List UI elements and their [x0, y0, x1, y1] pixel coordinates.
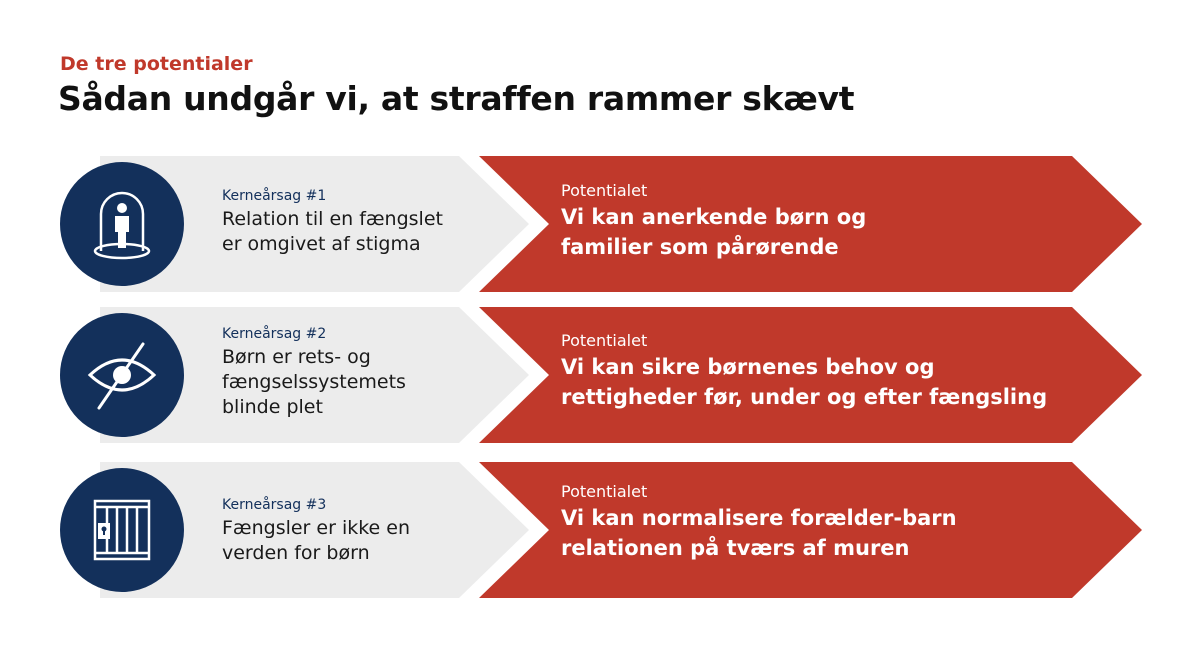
- eye-crossed-icon: [77, 330, 167, 420]
- potential-line: Vi kan sikre børnenes behov og: [561, 355, 935, 379]
- section-kicker: De tre potentialer: [60, 53, 253, 75]
- cause-line: Relation til en fængslet: [222, 208, 443, 230]
- cause-line: er omgivet af stigma: [222, 233, 421, 255]
- cause-line: blinde plet: [222, 396, 323, 418]
- cause-line: Fængsler er ikke en: [222, 517, 411, 539]
- potential-text: [561, 352, 1047, 412]
- potential-block: [561, 181, 866, 262]
- potential-label: Potentialet: [561, 181, 648, 200]
- cause-block: [222, 326, 406, 420]
- icon-badge: [60, 162, 184, 286]
- potential-line: familier som pårørende: [561, 235, 839, 259]
- potential-block: [561, 331, 1047, 412]
- potential-line: Vi kan normalisere forælder-barn: [561, 506, 957, 530]
- cause-line: verden for børn: [222, 542, 370, 564]
- cause-line: Børn er rets- og: [222, 346, 371, 368]
- cause-line: fængselssystemets: [222, 371, 406, 393]
- prison-bars-icon: [77, 485, 167, 575]
- potential-block: [561, 482, 957, 563]
- cause-row-1: [0, 156, 1190, 296]
- icon-badge: [60, 313, 184, 437]
- potential-line: rettigheder før, under og efter fængsling: [561, 385, 1048, 409]
- potential-text: [561, 202, 866, 262]
- page-title: Sådan undgår vi, at straffen rammer skævt: [58, 79, 855, 118]
- cause-block: [222, 497, 410, 566]
- cause-row-2: [0, 307, 1190, 447]
- potential-text: [561, 503, 957, 563]
- potential-label: Potentialet: [561, 331, 648, 350]
- potential-label: Potentialet: [561, 482, 648, 501]
- cause-label: Kerneårsag #1: [222, 188, 327, 204]
- cause-label: Kerneårsag #3: [222, 497, 327, 513]
- potential-line: relationen på tværs af muren: [561, 536, 910, 560]
- person-under-dome-icon: [77, 179, 167, 269]
- potential-line: Vi kan anerkende børn og: [561, 205, 867, 229]
- cause-label: Kerneårsag #2: [222, 326, 327, 342]
- cause-text: [222, 516, 410, 566]
- cause-row-3: [0, 462, 1190, 602]
- icon-badge: [60, 468, 184, 592]
- cause-text: [222, 207, 443, 257]
- cause-block: [222, 188, 443, 257]
- cause-text: [222, 345, 406, 420]
